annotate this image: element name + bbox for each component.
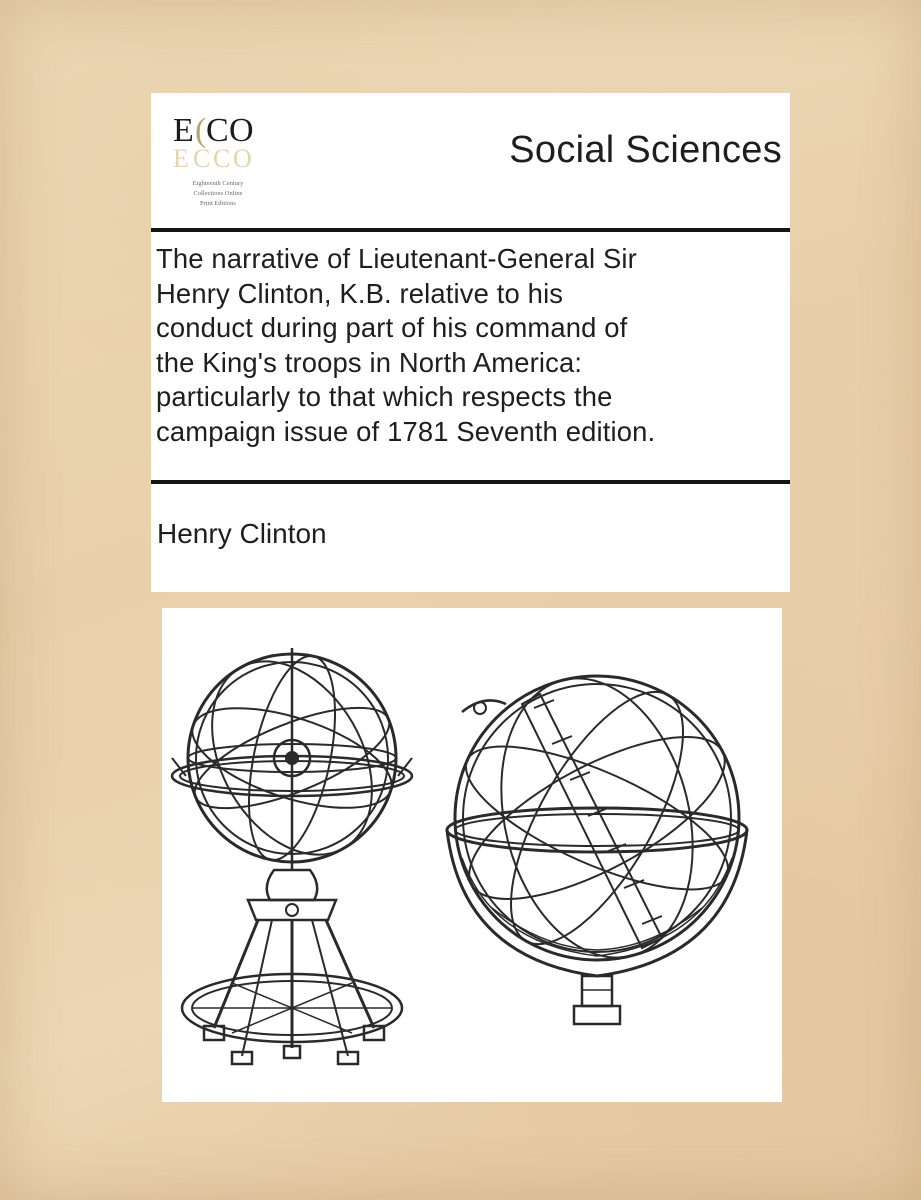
left-armillary-sphere-icon <box>172 633 412 1064</box>
book-title-line-5: particularly to that which respects the <box>156 381 613 413</box>
ecco-tagline-line-2: Collections Online <box>193 190 243 197</box>
book-title-line-6: campaign issue of 1781 Seventh edition. <box>156 415 656 447</box>
ecco-tagline-line-3: Print Editions <box>200 200 236 207</box>
book-title-line-3: conduct during part of his command of <box>156 312 628 344</box>
book-title-line-4: the King's troops in North America: <box>156 346 583 378</box>
ecco-logo <box>169 101 267 221</box>
right-armillary-sphere-icon <box>447 658 747 1024</box>
book-title-line-2: Henry Clinton, K.B. relative to his <box>156 277 564 309</box>
ecco-logo-icon <box>169 101 267 221</box>
svg-text:O: O <box>233 144 252 173</box>
svg-text:C: C <box>206 112 229 149</box>
author-block <box>151 484 790 592</box>
book-title <box>156 242 788 450</box>
svg-text:E: E <box>173 112 194 149</box>
cover-header <box>151 93 790 229</box>
title-block <box>151 232 790 480</box>
svg-text:C: C <box>193 144 211 173</box>
cover-illustration <box>162 608 782 1102</box>
ecco-tagline-line-1: Eighteenth Century <box>192 180 244 187</box>
svg-text:E: E <box>173 144 189 173</box>
author-name: Henry Clinton <box>157 518 327 549</box>
svg-text:O: O <box>229 112 254 149</box>
armillary-spheres-icon <box>162 608 782 1102</box>
svg-text:(: ( <box>195 112 207 149</box>
series-title: Social Sciences <box>509 129 782 171</box>
svg-text:C: C <box>213 144 231 173</box>
book-title-line-1: The narrative of Lieutenant-General Sir <box>156 243 637 274</box>
